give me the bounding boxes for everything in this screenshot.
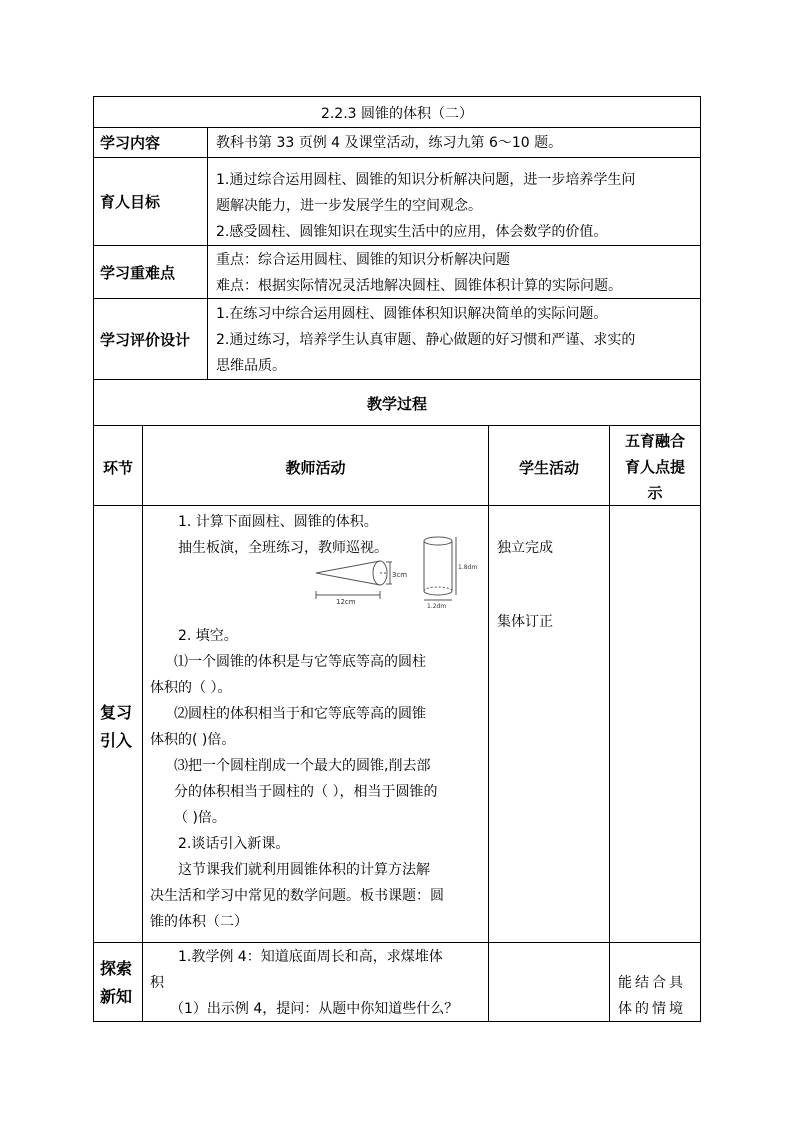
content-text: 教科书第 33 页例 4 及课堂活动，练习九第 6～10 题。 bbox=[216, 135, 563, 151]
evaluation-text bbox=[216, 301, 696, 379]
cylinder-diagram bbox=[424, 537, 456, 600]
divider bbox=[488, 425, 489, 1021]
review-line: ⑴一个圆锥的体积是与它等底等高的圆柱 bbox=[174, 654, 426, 670]
explore-teacher-activity bbox=[150, 944, 486, 1022]
explore-tip-line: 能结合具 bbox=[618, 975, 686, 991]
review-student-activity-1: 独立完成 bbox=[497, 540, 553, 556]
evaluation-label: 学习评价设计 bbox=[100, 330, 191, 349]
review-line: （ )倍。 bbox=[174, 810, 226, 826]
cone-cylinder-figure bbox=[308, 533, 478, 610]
review-line: 体积的（ ）。 bbox=[150, 680, 232, 696]
content-label: 学习内容 bbox=[100, 134, 161, 152]
divider bbox=[94, 379, 700, 380]
cone-length-label: 12cm bbox=[336, 598, 356, 606]
goals-line: 1.通过综合运用圆柱、圆锥的知识分析解决问题，进一步培养学生问 bbox=[216, 172, 636, 188]
review-line: 决生活和学习中常见的数学问题。板书课题：圆 bbox=[150, 888, 444, 904]
review-line: 2. 填空。 bbox=[178, 628, 238, 644]
review-student-activity-2: 集体订正 bbox=[497, 614, 553, 630]
divider bbox=[207, 127, 208, 379]
explore-stage-line: 新知 bbox=[100, 987, 133, 1006]
review-line: 抽生板演，全班练习，教师巡视。 bbox=[178, 540, 388, 556]
tips-header-line: 五育融合 bbox=[624, 432, 685, 450]
goals-text bbox=[216, 167, 696, 245]
keypoints-label: 学习重难点 bbox=[100, 263, 176, 282]
cylinder-height-label: 1.8dm bbox=[458, 564, 478, 571]
review-line: ⑵圆柱的体积相当于和它等底等高的圆锥 bbox=[174, 706, 426, 722]
review-stage-line: 引入 bbox=[100, 731, 133, 750]
goals-line: 2.感受圆柱、圆锥知识在现实生活中的应用，体会数学的价值。 bbox=[216, 224, 608, 240]
cone-edge bbox=[316, 561, 380, 573]
explore-stage-label bbox=[100, 955, 140, 1011]
review-line: 锥的体积（二） bbox=[150, 914, 248, 930]
review-stage-label bbox=[100, 699, 140, 755]
keypoints-text bbox=[216, 247, 696, 299]
process-heading: 教学过程 bbox=[366, 395, 427, 413]
cone-edge bbox=[316, 573, 380, 585]
explore-tips bbox=[618, 970, 698, 1022]
cone-diagram bbox=[316, 561, 392, 599]
col-stage-header: 环节 bbox=[102, 459, 133, 477]
explore-line: 积 bbox=[150, 975, 164, 991]
col-teacher-header: 教师活动 bbox=[285, 459, 346, 477]
review-fill-blanks bbox=[150, 623, 486, 935]
review-line: ⑶把一个圆柱削成一个最大的圆锥,削去部 bbox=[174, 758, 431, 774]
explore-line: 1.教学例 4：知道底面周长和高，求煤堆体 bbox=[178, 949, 443, 965]
review-line: 1. 计算下面圆柱、圆锥的体积。 bbox=[178, 514, 378, 530]
goals-line: 题解决能力，进一步发展学生的空间观念。 bbox=[216, 198, 482, 214]
keypoints-line: 难点：根据实际情况灵活地解决圆柱、圆锥体积计算的实际问题。 bbox=[216, 278, 622, 294]
page-title: 2.2.3 圆锥的体积（二） bbox=[320, 106, 474, 122]
lesson-plan-table bbox=[93, 96, 701, 1022]
tips-header-line: 示 bbox=[647, 484, 663, 502]
cylinder-bottom-back bbox=[424, 587, 452, 591]
explore-tip-line: 体的情境 bbox=[618, 1001, 686, 1017]
cylinder-diameter-label: 1.2dm bbox=[427, 603, 447, 610]
evaluation-line: 思维品质。 bbox=[216, 358, 286, 374]
explore-stage-line: 探索 bbox=[100, 959, 133, 978]
goals-label: 育人目标 bbox=[100, 193, 161, 211]
review-line: 2.谈话引入新课。 bbox=[178, 836, 290, 852]
tips-header-line: 育人点提 bbox=[624, 458, 685, 476]
cone-height-label: 3cm bbox=[392, 571, 408, 579]
cylinder-top bbox=[424, 537, 452, 545]
review-line: 这节课我们就利用圆锥体积的计算方法解 bbox=[178, 862, 430, 878]
divider bbox=[609, 425, 610, 1021]
col-student-header: 学生活动 bbox=[518, 459, 579, 477]
review-stage-line: 复习 bbox=[100, 703, 133, 722]
review-line: 分的体积相当于圆柱的（ ），相当于圆锥的 bbox=[174, 784, 438, 800]
col-tips-header bbox=[610, 428, 700, 506]
evaluation-line: 2.通过练习，培养学生认真审题、静心做题的好习惯和严谨、求实的 bbox=[216, 332, 636, 348]
explore-line: （1）出示例 4，提问：从题中你知道些什么？ bbox=[170, 1001, 459, 1017]
cylinder-bottom bbox=[424, 591, 452, 595]
keypoints-line: 重点：综合运用圆柱、圆锥的知识分析解决问题 bbox=[216, 252, 510, 268]
review-line: 体积的( )倍。 bbox=[150, 732, 236, 748]
evaluation-line: 1.在练习中综合运用圆柱、圆锥体积知识解决简单的实际问题。 bbox=[216, 306, 608, 322]
divider bbox=[142, 425, 143, 1021]
